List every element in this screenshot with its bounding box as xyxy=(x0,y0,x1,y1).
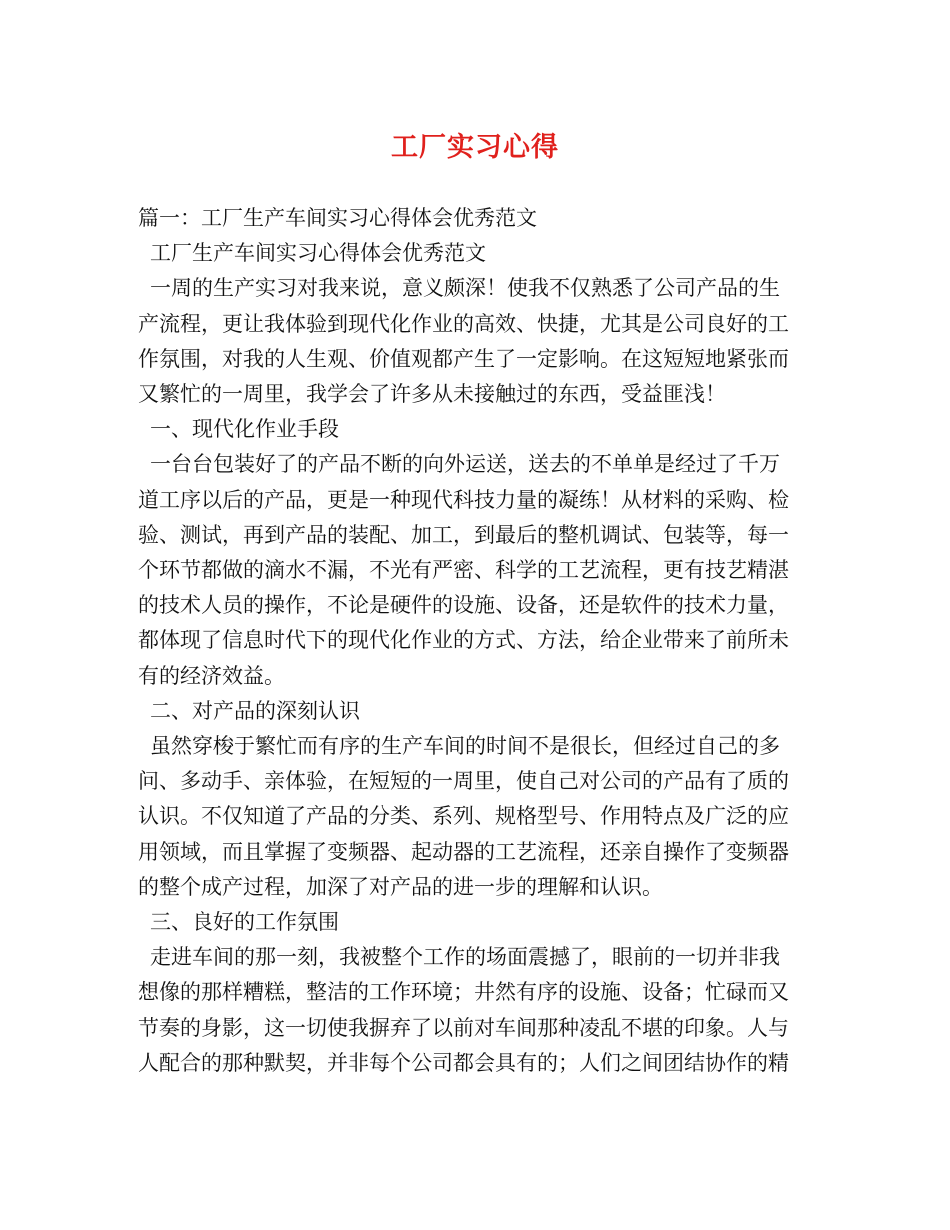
paragraph-line: 用领域，而且掌握了变频器、起动器的工艺流程，还亲自操作了变频器 xyxy=(138,839,789,864)
section-heading: 二、对产品的深刻认识 xyxy=(150,698,360,723)
paragraph-line: 节奏的身影，这一切使我摒弃了以前对车间那种凌乱不堪的印象。人与 xyxy=(138,1015,789,1040)
paragraph-line: 产流程，更让我体验到现代化作业的高效、快捷，尤其是公司良好的工 xyxy=(138,311,789,336)
paragraph-line: 想像的那样糟糕，整洁的工作环境；井然有序的设施、设备；忙碌而又 xyxy=(138,980,789,1005)
paragraph-line: 问、多动手、亲体验，在短短的一周里，使自己对公司的产品有了质的 xyxy=(138,769,789,794)
paragraph-line: 个环节都做的滴水不漏，不光有严密、科学的工艺流程，更有技艺精湛 xyxy=(138,558,789,583)
paragraph-line: 人配合的那种默契，并非每个公司都会具有的；人们之间团结协作的精 xyxy=(138,1050,789,1075)
section-heading: 三、良好的工作氛围 xyxy=(150,910,339,935)
section-heading: 一、现代化作业手段 xyxy=(150,417,339,442)
document-body xyxy=(138,201,818,1081)
paragraph-line: 又繁忙的一周里，我学会了许多从未接触过的东西，受益匪浅！ xyxy=(138,382,726,407)
paragraph-line: 走进车间的那一刻，我被整个工作的场面震撼了，眼前的一切并非我 xyxy=(150,945,780,970)
paragraph-line: 道工序以后的产品，更是一种现代科技力量的凝练！从材料的采购、检 xyxy=(138,487,789,512)
article-subtitle: 工厂生产车间实习心得体会优秀范文 xyxy=(150,241,486,266)
document-title: 工厂实习心得 xyxy=(391,132,559,163)
paragraph-line: 的整个成产过程，加深了对产品的进一步的理解和认识。 xyxy=(138,874,663,899)
paragraph-line: 有的经济效益。 xyxy=(138,663,285,688)
paragraph-line: 虽然穿梭于繁忙而有序的生产车间的时间不是很长，但经过自己的多 xyxy=(150,734,780,759)
paragraph-line: 都体现了信息时代下的现代化作业的方式、方法，给企业带来了前所未 xyxy=(138,628,789,653)
paragraph-line: 验、测试，再到产品的装配、加工，到最后的整机调试、包装等，每一 xyxy=(138,522,789,547)
paragraph-line: 认识。不仅知道了产品的分类、系列、规格型号、作用特点及广泛的应 xyxy=(138,804,789,829)
paragraph-line: 作氛围，对我的人生观、价值观都产生了一定影响。在这短短地紧张而 xyxy=(138,346,789,371)
paragraph-line: 一周的生产实习对我来说，意义颇深！使我不仅熟悉了公司产品的生 xyxy=(150,276,780,301)
paragraph-line: 一台台包装好了的产品不断的向外运送，送去的不单单是经过了千万 xyxy=(150,452,780,477)
paragraph-line: 的技术人员的操作，不论是硬件的设施、设备，还是软件的技术力量， xyxy=(138,593,789,618)
section-heading-part-one: 篇一：工厂生产车间实习心得体会优秀范文 xyxy=(138,206,537,230)
